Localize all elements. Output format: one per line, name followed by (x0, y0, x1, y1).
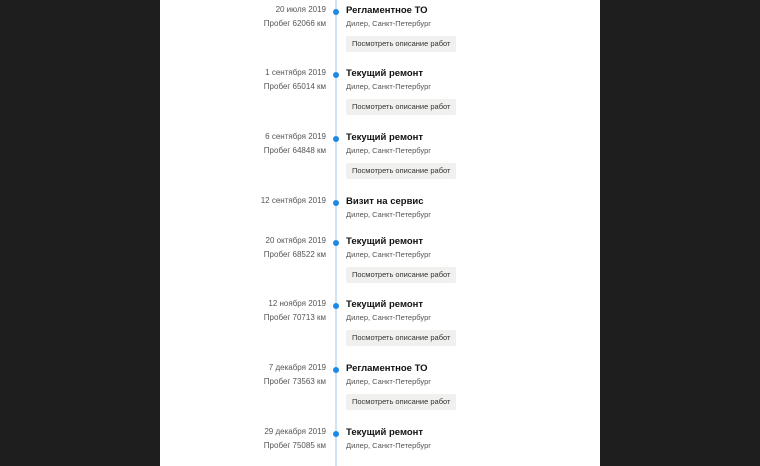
event-mileage: Пробег 62066 км (263, 19, 326, 28)
event-body (346, 68, 456, 115)
event-date: 12 ноября 2019 (268, 299, 326, 308)
event-body (346, 299, 456, 346)
event-title: Визит на сервис (346, 196, 424, 207)
event-date: 6 сентября 2019 (265, 132, 326, 141)
event-dealer: Дилер, Санкт-Петербург (346, 250, 431, 259)
event-meta (166, 299, 326, 323)
timeline-dot (333, 72, 339, 78)
event-meta (166, 363, 326, 387)
view-work-description-button[interactable]: Посмотреть описание работ (346, 267, 456, 283)
view-work-description-button[interactable]: Посмотреть описание работ (346, 163, 456, 179)
event-title: Регламентное ТО (346, 5, 428, 16)
view-work-description-button[interactable]: Посмотреть описание работ (346, 330, 456, 346)
event-meta (166, 196, 326, 206)
timeline-dot (333, 9, 339, 15)
event-mileage: Пробег 75085 км (263, 441, 326, 450)
view-work-description-button[interactable]: Посмотреть описание работ (346, 99, 456, 115)
timeline-dot (333, 303, 339, 309)
event-mileage: Пробег 64848 км (263, 146, 326, 155)
event-title: Текущий ремонт (346, 299, 424, 310)
view-work-description-button[interactable]: Посмотреть описание работ (346, 394, 456, 410)
event-meta (166, 236, 326, 260)
event-date: 20 октября 2019 (265, 236, 326, 245)
event-title: Регламентное ТО (346, 363, 428, 374)
event-meta (166, 132, 326, 156)
timeline-dot (333, 367, 339, 373)
event-mileage: Пробег 68522 км (263, 250, 326, 259)
event-date: 20 июля 2019 (275, 5, 326, 14)
event-body (346, 132, 456, 179)
timeline-dot (333, 200, 339, 206)
event-body (346, 236, 456, 283)
event-dealer: Дилер, Санкт-Петербург (346, 313, 431, 322)
event-dealer: Дилер, Санкт-Петербург (346, 377, 431, 386)
event-dealer: Дилер, Санкт-Петербург (346, 146, 431, 155)
event-body (346, 5, 456, 52)
event-date: 12 сентября 2019 (260, 196, 326, 205)
event-title: Текущий ремонт (346, 132, 424, 143)
event-title: Текущий ремонт (346, 427, 424, 438)
event-dealer: Дилер, Санкт-Петербург (346, 19, 431, 28)
event-mileage: Пробег 65014 км (263, 82, 326, 91)
event-date: 7 декабря 2019 (268, 363, 326, 372)
timeline-dot (333, 431, 339, 437)
event-date: 1 сентября 2019 (265, 68, 326, 77)
event-dealer: Дилер, Санкт-Петербург (346, 441, 431, 450)
event-meta (166, 68, 326, 92)
timeline-dot (333, 136, 339, 142)
event-mileage: Пробег 70713 км (263, 313, 326, 322)
event-title: Текущий ремонт (346, 68, 424, 79)
event-body (346, 427, 431, 451)
event-title: Текущий ремонт (346, 236, 424, 247)
event-dealer: Дилер, Санкт-Петербург (346, 82, 431, 91)
event-body (346, 363, 456, 410)
event-mileage: Пробег 73563 км (263, 377, 326, 386)
event-meta (166, 427, 326, 451)
timeline-dot (333, 240, 339, 246)
event-date: 29 декабря 2019 (264, 427, 326, 436)
view-work-description-button[interactable]: Посмотреть описание работ (346, 36, 456, 52)
event-dealer: Дилер, Санкт-Петербург (346, 210, 431, 219)
event-meta (166, 5, 326, 29)
timeline-line (335, 0, 337, 466)
event-body (346, 196, 431, 220)
service-history-panel (160, 0, 600, 466)
